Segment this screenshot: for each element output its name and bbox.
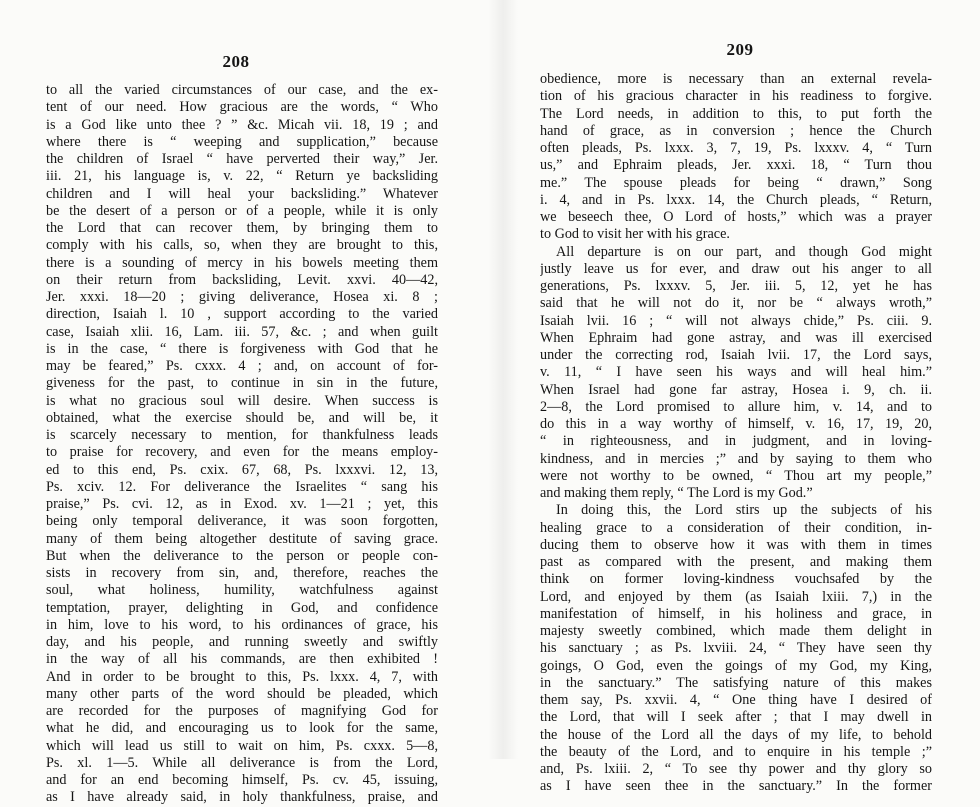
- text-line: The Lord needs, in addition to this, to put forth the: [540, 105, 932, 122]
- text-line: and, Ps. lxiii. 2, “ To see thy power and thy glory so: [540, 761, 932, 777]
- text-line: were not worthy to be owned, “ Thou art my people,”: [540, 467, 932, 484]
- text-line: All departure is on our part, and though God might: [556, 243, 932, 260]
- text-line: being only temporal deliverance, it was soon forgotten,: [46, 513, 438, 530]
- text-line: often pleads, Ps. lxxx. 3, 7, 19, Ps. lxxxv. 4, “ Turn: [540, 140, 932, 156]
- text-line: And in order to be brought to this, Ps. lxxx. 4, 7, with: [46, 668, 438, 685]
- text-line: what he did, and encouraging us to look for the same,: [46, 720, 438, 737]
- text-line: to all the varied circumstances of our case, and the ex-: [46, 82, 438, 98]
- text-line: giveness for the past, to continue in sin in the future,: [46, 375, 438, 392]
- text-line: praise,” Ps. cvi. 12, as in Exod. xv. 1—21 ; yet, this: [46, 496, 438, 512]
- text-line: as I have seen thee in the sanctuary.” In the former: [540, 778, 932, 795]
- text-line: as I have already said, in holy thankfulness, praise, and: [46, 789, 438, 806]
- text-line: iii. 21, his language is, v. 22, “ Return ye backsliding: [46, 168, 438, 185]
- text-line: ed to this end, Ps. cxix. 67, 68, Ps. lxxxvi. 12, 13,: [46, 461, 438, 478]
- text-line: In doing this, the Lord stirs up the subjects of his: [556, 502, 932, 519]
- text-line: them say, Ps. xxvii. 4, “ One thing have I desired of: [540, 692, 932, 708]
- text-line: ducing them to observe how it was with them in times: [540, 536, 932, 553]
- text-line: case, Isaiah xlii. 16, Lam. iii. 57, &c. ; and when guilt: [46, 323, 438, 340]
- text-line: in the sanctuary.” The satisfying nature of this makes: [540, 674, 932, 691]
- text-line: do this in a way worthy of himself, v. 16, 17, 19, 20,: [540, 416, 932, 432]
- text-line: 2—8, the Lord promised to allure him, v. 14, and to: [540, 398, 932, 415]
- text-line: to praise for recovery, and even for the means employ-: [46, 444, 438, 461]
- text-line: which will lead us still to wait on him, Ps. cxxx. 5—8,: [46, 737, 438, 754]
- text-line: kindness, and in mercies ;” and by saying to them who: [540, 450, 932, 467]
- text-line: is in the case, “ there is forgiveness with God that he: [46, 340, 438, 357]
- text-line: When Israel had gone far astray, Hosea i. 9, ch. ii.: [540, 381, 932, 398]
- text-line: When Ephraim had gone astray, and was ill exercised: [540, 329, 932, 346]
- text-line: the children of Israel “ have perverted their way,” Jer.: [46, 151, 438, 167]
- text-line: where there is “ weeping and supplication,” because: [46, 133, 438, 150]
- text-line: Ps. xciv. 12. For deliverance the Israelites “ sang his: [46, 478, 438, 495]
- text-line: goings, O God, even the goings of my God, my King,: [540, 657, 932, 674]
- text-line: is scarcely necessary to mention, for thankfulness leads: [46, 427, 438, 443]
- text-line: is what no gracious soul will desire. When success is: [46, 392, 438, 409]
- text-line: “ in righteousness, and in judgment, and in loving-: [540, 433, 932, 450]
- text-line: majesty sweetly combined, which made them delight in: [540, 623, 932, 639]
- text-line: me.” The spouse pleads for being “ drawn,” Song: [540, 174, 932, 191]
- text-line: justly leave us for ever, and draw out his anger to all: [540, 260, 932, 277]
- text-line: healing grace to a consideration of their condition, in-: [540, 519, 932, 536]
- page-text: [46, 82, 438, 807]
- text-line: and for an end becoming himself, Ps. cv. 45, issuing,: [46, 772, 438, 788]
- text-line: we beseech thee, O Lord of hosts,” which was a prayer: [540, 209, 932, 225]
- text-line: Isaiah lvii. 16 ; “ will not always chide,” Ps. ciii. 9.: [540, 312, 932, 329]
- page-text: [540, 71, 932, 796]
- text-line: said that he will not do it, nor be “ always wroth,”: [540, 295, 932, 312]
- text-line: obedience, more is necessary than an external revela-: [540, 71, 932, 87]
- text-line: generations, Ps. lxxxv. 5, Jer. iii. 5, 12, yet he has: [540, 278, 932, 294]
- text-line: many of them being altogether destitute of saving grace.: [46, 530, 438, 547]
- text-line: be the desert of a person or of a people, while it is only: [46, 202, 438, 219]
- text-line: us,” and Ephraim pleads, Jer. xxxi. 18, “ Turn thou: [540, 157, 932, 174]
- text-line: children and I will heal your backsliding.” Whatever: [46, 185, 438, 202]
- text-line: soul, what holiness, humility, watchfulness against: [46, 582, 438, 599]
- text-line: hand of grace, as in conversion ; hence the Church: [540, 122, 932, 139]
- text-line: temptation, prayer, delighting in God, and confidence: [46, 599, 438, 616]
- text-line: But when the deliverance to the person or people con-: [46, 547, 438, 564]
- text-line: in him, love to his word, to his ordinances of grace, his: [46, 616, 438, 633]
- text-line: v. 11, “ I have seen his ways and will heal him.”: [540, 364, 932, 381]
- text-line: think on former loving-kindness vouchsafed by the: [540, 571, 932, 588]
- text-line: past as compared with the present, and making them: [540, 554, 932, 570]
- text-line: the Lord that can recover them, by bringing them to: [46, 220, 438, 236]
- text-line: the beauty of the Lord, and to enquire in his temple ;”: [540, 743, 932, 760]
- text-line: comply with his calls, so, when they are brought to this,: [46, 237, 438, 254]
- text-line: Ps. xl. 1—5. While all deliverance is from the Lord,: [46, 754, 438, 771]
- text-line: on their return from backsliding, Levit. xxvi. 40—42,: [46, 271, 438, 288]
- text-line: there is a sounding of mercy in his bowels meeting them: [46, 254, 438, 271]
- text-line: the house of the Lord all the days of my life, to behold: [540, 726, 932, 743]
- page-number: 208: [222, 52, 250, 71]
- text-line: may be feared,” Ps. cxxx. 4 ; and, on account of for-: [46, 358, 438, 374]
- text-line: under the correcting rod, Isaiah lvii. 17, the Lord says,: [540, 347, 932, 363]
- text-line: and making them reply, “ The Lord is my God.”: [540, 485, 813, 501]
- text-line: to God to visit her with his grace.: [540, 226, 730, 243]
- text-line: direction, Isaiah l. 10 , support according to the varied: [46, 306, 438, 323]
- text-line: i. 4, and in Ps. lxxx. 14, the Church pleads, “ Return,: [540, 191, 932, 208]
- text-line: are recorded for the purposes of magnifying God for: [46, 703, 438, 719]
- text-line: manifestation of himself, in his holiness and grace, in: [540, 605, 932, 622]
- text-line: many other parts of the word should be pleaded, which: [46, 685, 438, 702]
- text-line: obtained, what the exercise should be, and will be, it: [46, 409, 438, 426]
- text-line: is a God like unto thee ? ” &c. Micah vii. 18, 19 ; and: [46, 116, 438, 133]
- text-line: in the way of all his commands, are then exhibited !: [46, 651, 438, 668]
- text-line: his sanctuary ; as Ps. lxviii. 24, “ They have seen thy: [540, 640, 932, 657]
- text-line: Jer. xxxi. 18—20 ; giving deliverance, Hosea xi. 8 ;: [46, 289, 438, 305]
- page-number: 209: [726, 40, 754, 59]
- right-page: [500, 0, 980, 795]
- text-line: tent of our need. How gracious are the words, “ Who: [46, 99, 438, 116]
- text-line: the Lord, that will I seek after ; that I may dwell in: [540, 709, 932, 726]
- text-line: Lord, and enjoyed by them (as Isaiah lxiii. 7,) in the: [540, 588, 932, 605]
- text-line: day, and his people, and running sweetly and swiftly: [46, 634, 438, 650]
- text-line: tion of his gracious character in his readiness to forgive.: [540, 88, 932, 105]
- text-line: sists in recovery from sin, and, therefore, reaches the: [46, 565, 438, 581]
